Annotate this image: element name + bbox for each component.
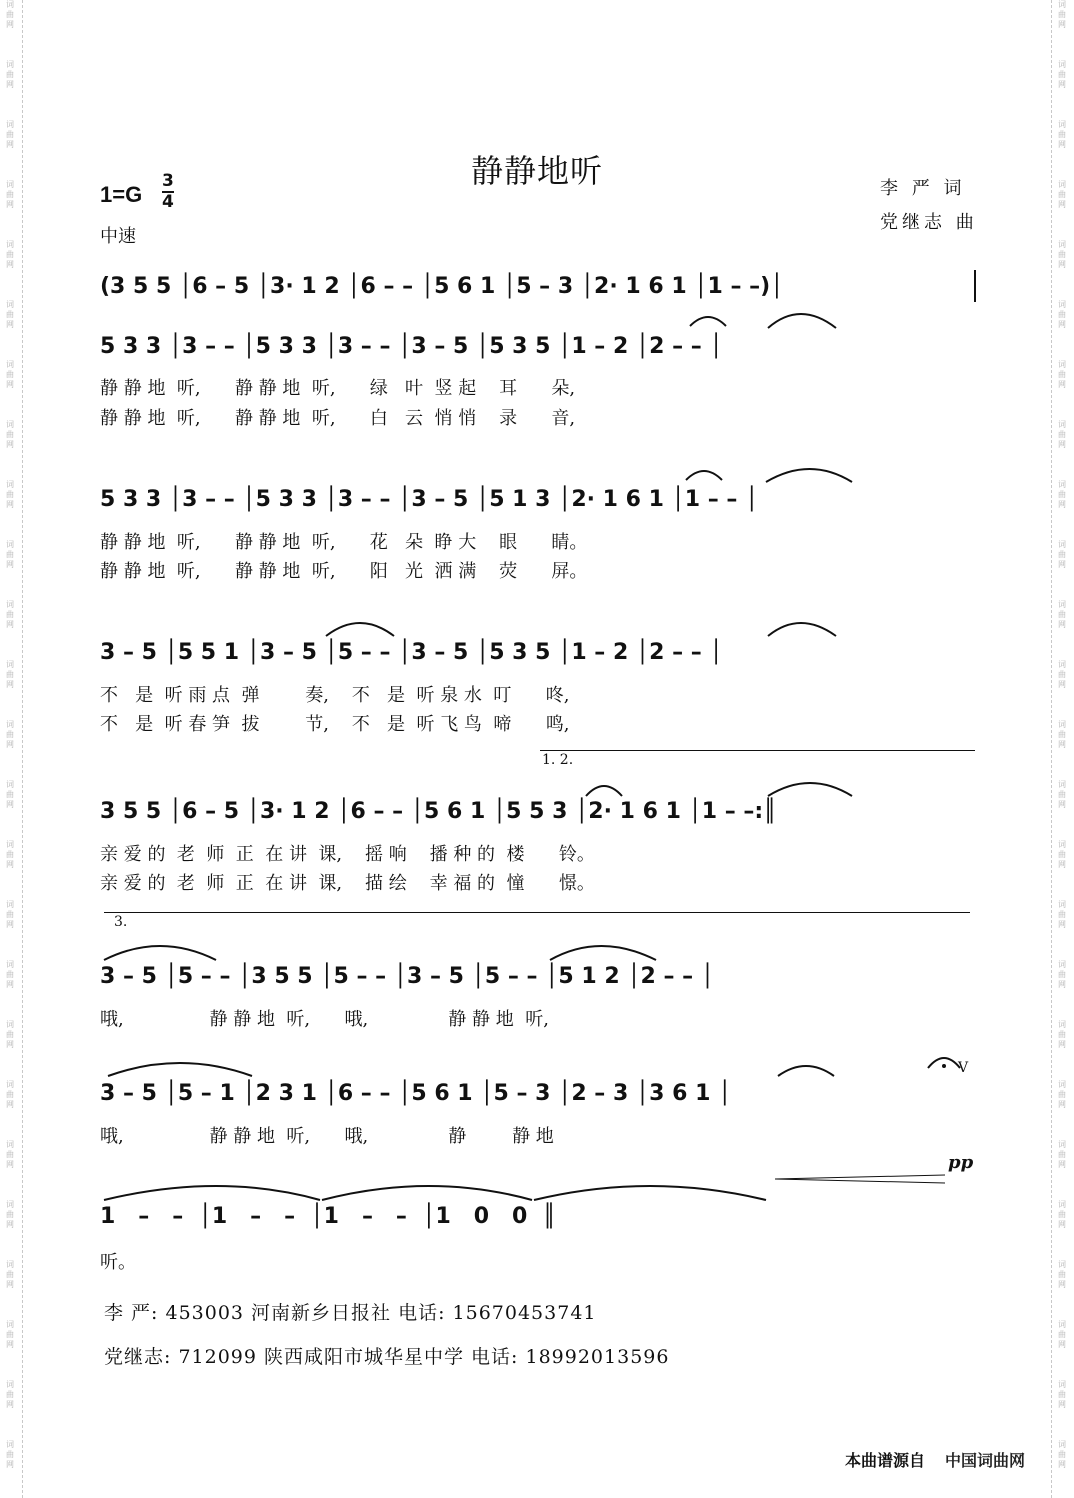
watermark-text: 词 曲 网 [1058,1260,1066,1289]
notation-line-2: 5 3 3 │3 – – │5 3 3 │3 – – │3 – 5 │5 3 5 │1 – 2 │2 – – │ [100,334,723,359]
composer-contact: 党继志: 712099 陕西咸阳市城华星中学 电话: 18992013596 [104,1346,670,1368]
watermark-text: 词 曲 网 [6,420,14,449]
source-site-link[interactable]: 中国词曲网 [945,1453,1026,1470]
watermark-text: 词 曲 网 [6,660,14,689]
slur [534,1186,766,1200]
notation-line-5: 3 5 5 │6 – 5 │3· 1 2 │6 – – │5 6 1 │5 5 3 │2· 1 6 1 │1 – –:║ [100,799,777,824]
watermark-text: 词 曲 网 [6,120,14,149]
lyric-verse-2: 不 是 听 春 笋 拔 节, 不 是 听 飞 鸟 啼 鸣, [100,714,570,735]
slur [768,314,836,328]
slur [778,1066,834,1076]
watermark-text: 词 曲 网 [6,720,14,749]
diminuendo-hairpin [775,1174,945,1184]
watermark-text: 词 曲 网 [1058,420,1066,449]
watermark-text: 词 曲 网 [6,900,14,929]
watermark-text: 词 曲 网 [6,360,14,389]
watermark-text: 词 曲 网 [1058,1080,1066,1109]
watermark-text: 词 曲 网 [6,960,14,989]
notation-line-3: 5 3 3 │3 – – │5 3 3 │3 – – │3 – 5 │5 1 3 │2· 1 6 1 │1 – – │ [100,487,759,512]
watermark-text: 词 曲 网 [6,1200,14,1229]
watermark-text: 词 曲 网 [1058,660,1066,689]
watermark-text: 词 曲 网 [6,0,14,29]
watermark-text: 词 曲 网 [1058,1380,1066,1409]
notation-line-1: (3 5 5 │6 – 5 │3· 1 2 │6 – – │5 6 1 │5 – 3 │2· 1 6 1 │1 – –)│ [100,274,784,299]
lyric-line: 哦, 静 静 地 听, 哦, 静 静 地 [100,1126,554,1147]
watermark-text: 词 曲 网 [6,300,14,329]
watermark-text: 词 曲 网 [1058,300,1066,329]
watermark-text: 词 曲 网 [6,1140,14,1169]
slur [766,469,852,482]
watermark-text: 词 曲 网 [1058,780,1066,809]
volta-label: 1. 2. [542,752,574,768]
slur [108,1063,252,1076]
notation-line-6: 3 – 5 │5 – – │3 5 5 │5 – – │3 – 5 │5 – – │5 1 2 │2 – – │ [100,964,715,989]
slur [104,1186,320,1200]
slur [768,623,836,636]
lyric-verse-1: 不 是 听 雨 点 弹 奏, 不 是 听 泉 水 叮 咚, [100,685,570,706]
watermark-text: 词 曲 网 [1058,240,1066,269]
watermark-text: 词 曲 网 [1058,60,1066,89]
watermark-text: 词 曲 网 [6,180,14,209]
watermark-text: 词 曲 网 [6,1440,14,1469]
composer-credit: 党继志 曲 [880,212,978,233]
watermark-text: 词 曲 网 [1058,120,1066,149]
volta-label: 3. [114,914,128,930]
lyricist-contact: 李 严: 453003 河南新乡日报社 电话: 15670453741 [104,1302,597,1324]
watermark-text: 词 曲 网 [1058,360,1066,389]
watermark-text: 词 曲 网 [1058,540,1066,569]
lyric-verse-1: 静 静 地 听, 静 静 地 听, 绿 叶 竖 起 耳 朵, [100,378,576,399]
fermata-dot [942,1064,946,1068]
dynamic-marking: pp [948,1152,974,1173]
slur [686,471,722,480]
watermark-text: 词 曲 网 [1058,1440,1066,1469]
watermark-text: 词 曲 网 [1058,600,1066,629]
slur [104,946,216,960]
volta-bracket-3 [104,912,970,913]
source-attribution [845,1448,1025,1471]
watermark-text: 词 曲 网 [1058,960,1066,989]
watermark-text: 词 曲 网 [6,600,14,629]
watermark-text: 词 曲 网 [1058,900,1066,929]
watermark-text: 词 曲 网 [1058,840,1066,869]
lyric-verse-1: 静 静 地 听, 静 静 地 听, 花 朵 睁 大 眼 睛。 [100,532,588,553]
notation-line-8: 1 – – │1 – – │1 – – │1 0 0 ║ [100,1204,556,1229]
slur [326,623,394,636]
watermark-text: 词 曲 网 [6,1380,14,1409]
watermark-text: 词 曲 网 [1058,1200,1066,1229]
watermark-text: 词 曲 网 [6,480,14,509]
watermark-text: 词 曲 网 [1058,180,1066,209]
watermark-text: 词 曲 网 [6,60,14,89]
watermark-text: 词 曲 网 [6,780,14,809]
watermark-text: 词 曲 网 [6,840,14,869]
notation-line-4: 3 – 5 │5 5 1 │3 – 5 │5 – – │3 – 5 │5 3 5 │1 – 2 │2 – – │ [100,640,723,665]
lyric-verse-2: 静 静 地 听, 静 静 地 听, 白 云 悄 悄 录 音, [100,408,576,429]
breath-mark: V [958,1060,969,1076]
slur [322,1186,532,1200]
watermark-text: 词 曲 网 [6,1020,14,1049]
watermark-text: 词 曲 网 [1058,720,1066,749]
watermark-text: 词 曲 网 [1058,480,1066,509]
watermark-text: 词 曲 网 [6,1320,14,1349]
volta-bracket-1-2 [540,750,975,751]
watermark-text: 词 曲 网 [6,1080,14,1109]
lyric-verse-1: 亲 爱 的 老 师 正 在 讲 课, 摇 响 播 种 的 楼 铃。 [100,844,595,865]
lyric-verse-2: 亲 爱 的 老 师 正 在 讲 课, 描 绘 幸 福 的 憧 憬。 [100,873,595,894]
notation-line-7: 3 – 5 │5 – 1 │2 3 1 │6 – – │5 6 1 │5 – 3 │2 – 3 │3 6 1 │ [100,1081,732,1106]
fermata-arc [928,1058,960,1068]
song-title: 静静地听 [470,152,603,190]
watermark-text: 词 曲 网 [1058,1140,1066,1169]
slur [690,317,726,326]
lyric-verse-2: 静 静 地 听, 静 静 地 听, 阳 光 洒 满 荧 屏。 [100,561,588,582]
left-watermark-strip [0,0,23,1498]
key-signature: 1=G [100,182,143,207]
tempo-marking: 中速 [100,226,136,247]
watermark-text: 词 曲 网 [6,240,14,269]
watermark-text: 词 曲 网 [1058,1320,1066,1349]
source-label: 本曲谱源自 [845,1453,926,1470]
watermark-text: 词 曲 网 [6,1260,14,1289]
lyricist-credit: 李 严 词 [880,178,966,199]
watermark-text: 词 曲 网 [1058,0,1066,29]
slur [550,946,656,960]
right-watermark-strip [1051,0,1074,1498]
watermark-text: 词 曲 网 [1058,1020,1066,1049]
watermark-text: 词 曲 网 [6,540,14,569]
lyric-line: 听。 [100,1252,136,1273]
time-signature: 3 4 [162,171,174,212]
lyric-line: 哦, 静 静 地 听, 哦, 静 静 地 听, [100,1009,549,1030]
